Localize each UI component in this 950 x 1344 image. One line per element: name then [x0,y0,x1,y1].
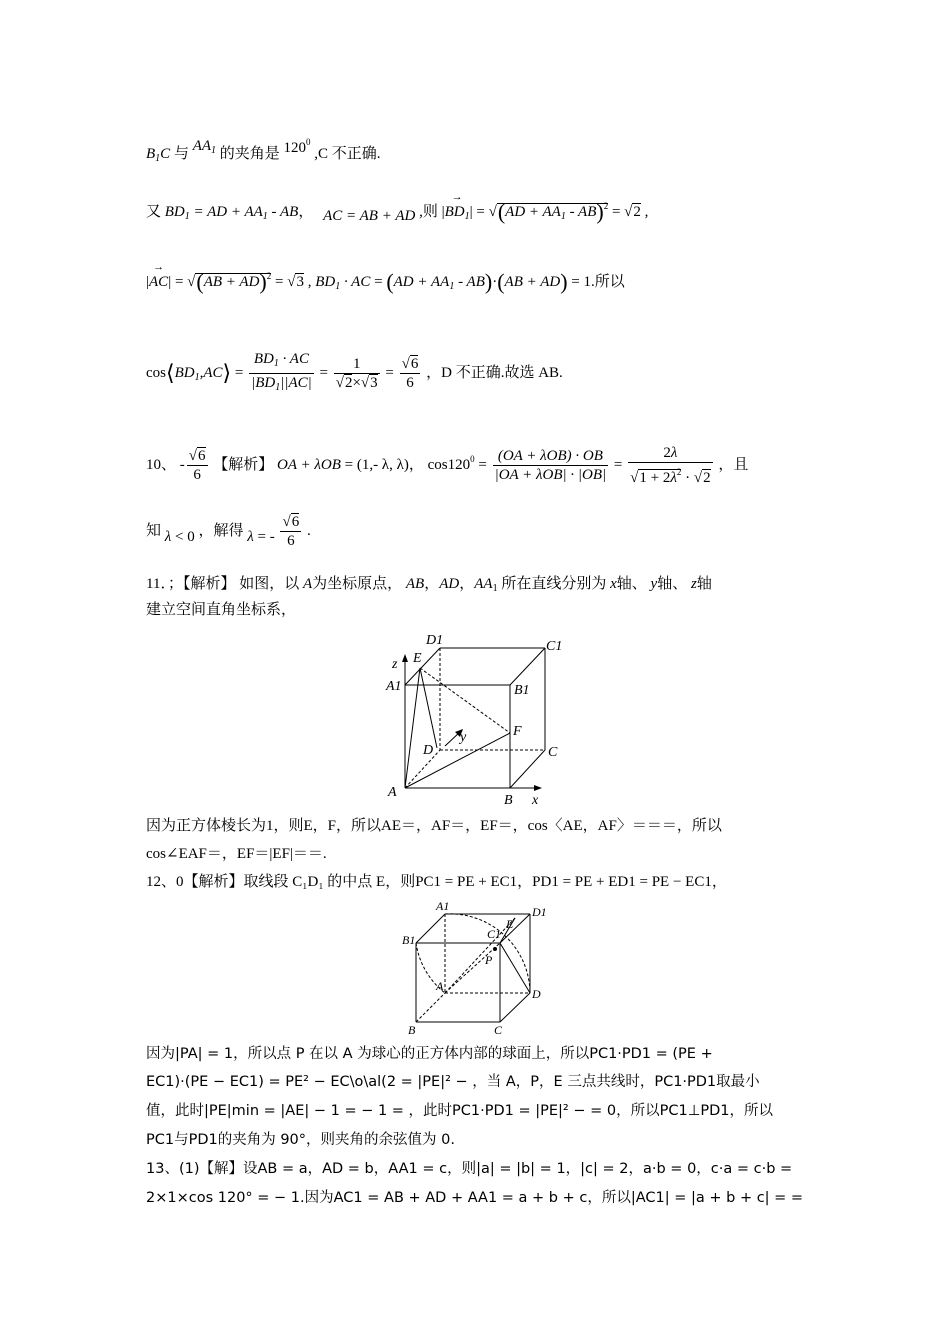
label-e: E [506,917,514,931]
label-c1: C1 [487,927,502,941]
text-line-1: $B_1C$ 与 $AA_1$ 的夹角是 $120^0$ ,C 不正确. [146,137,381,164]
label-a1: A1 [386,679,402,694]
label-d1: D1 [426,633,444,648]
label-p: P [485,953,493,967]
label-a1: A1 [436,899,450,913]
label-b1: B1 [402,933,416,947]
label-y: y [460,730,467,745]
label-a: A [388,785,397,800]
label-d: D [423,743,434,758]
cube-figure-2 [400,898,560,1038]
label-b: B [408,1023,416,1037]
question-11-line-1: 11．；【解析】 如图，以 A为坐标原点， AB，AD，$AA_1$ 所在直线分别为 x轴、 y轴、 z轴 [146,576,712,594]
label-z: z [392,657,398,672]
label-c: C [548,745,558,760]
question-11-line-2: 建立空间直角坐标系， [146,602,297,618]
label-b: B [504,793,513,808]
label-b1: B1 [514,683,530,698]
label-c: C [494,1023,503,1037]
question-11-line-3: 因为正方体棱长为1，则E，F，所以AE＝，AF＝，EF＝，cos〈AE，AF〉＝＝＝，所以 [146,818,722,834]
question-10-line-2: 知 λ < 0 ，解得 λ = - $\frac{√6}{6}$ . [146,514,311,549]
question-13-line-1: 13、(1)【解】设AB = a，AD = b，AA1 = c，则|a| = |b| = 1，|c| = 2，a·b = 0，c·a = c·b = [146,1161,793,1177]
text-line-4: $\cos⟨BD_1,AC⟩$ = $\frac{BD_1 \cdot AC}{|BD_1||AC|}$ = $\frac{1}{√2\times√3}$ = $\frac{√6}{6}$ ，D 不正确.故选 AB. [146,351,563,393]
label-f: F [513,724,522,739]
question-12-line-1: 12、0【解析】取线段 C₁D₁ 的中点 E，则PC1 = PE + EC1，PD1 = PE + ED1 = PE − EC1， [146,874,727,890]
label-d: D [532,987,541,1001]
text-line-3: → |AC| = √(AB + AD)$^2$ = √3 , $BD_1$ · AC = $(AD + AA_1 - AB)\cdot(AB + AD) = 1$.所以 [146,261,625,294]
question-13-line-2: 2×1×cos 120° = − 1.因为AC1 = AB + AD + AA1 = a + b + c，所以|AC1| = |a + b + c| = = [146,1190,804,1206]
label-e: E [413,651,422,666]
text-line-2: 又 $BD_1$ = AD + $AA_1$ - AB， AC = AB + AD ,则 → $|BD_1| = √(AD + AA_1 - AB)^2 = √2$ , [146,191,649,224]
question-11-line-4: cos∠EAF＝，EF＝|EF|＝＝. [146,846,327,862]
question-12-line-3: EC1)·(PE − EC1) = PE² − EC\o\al(2 = |PE|² − ，当 A，P，E 三点共线时，PC1·PD1取最小 [146,1074,760,1090]
label-c1: C1 [546,639,563,654]
question-12-line-5: PC1与PD1的夹角为 90°，则夹角的余弦值为 0. [146,1132,455,1148]
question-12-line-4: 值，此时|PE|min = |AE| − 1 = − 1 = ，此时PC1·PD1 = |PE|² − = 0，所以PC1⊥PD1，所以 [146,1103,773,1119]
cube-figure-1 [380,628,570,808]
question-10-line-1: 10、 - $\frac{√6}{6}$ 【解析】 OA + λOB = (1,- λ, λ)， $\cos 120^0$ = (OA + λOB) · OB |OA + λOB| · |OB| = $\frac{2\lambda}{√1 + 2\lambda^2 \cdot √2}$ ，且 [146,445,749,486]
label-a: A [436,979,444,993]
label-d1: D1 [532,905,547,919]
question-12-line-2: 因为|PA| = 1，所以点 P 在以 A 为球心的正方体内部的球面上，所以PC1·PD1 = (PE + [146,1046,713,1062]
label-x: x [532,793,539,808]
